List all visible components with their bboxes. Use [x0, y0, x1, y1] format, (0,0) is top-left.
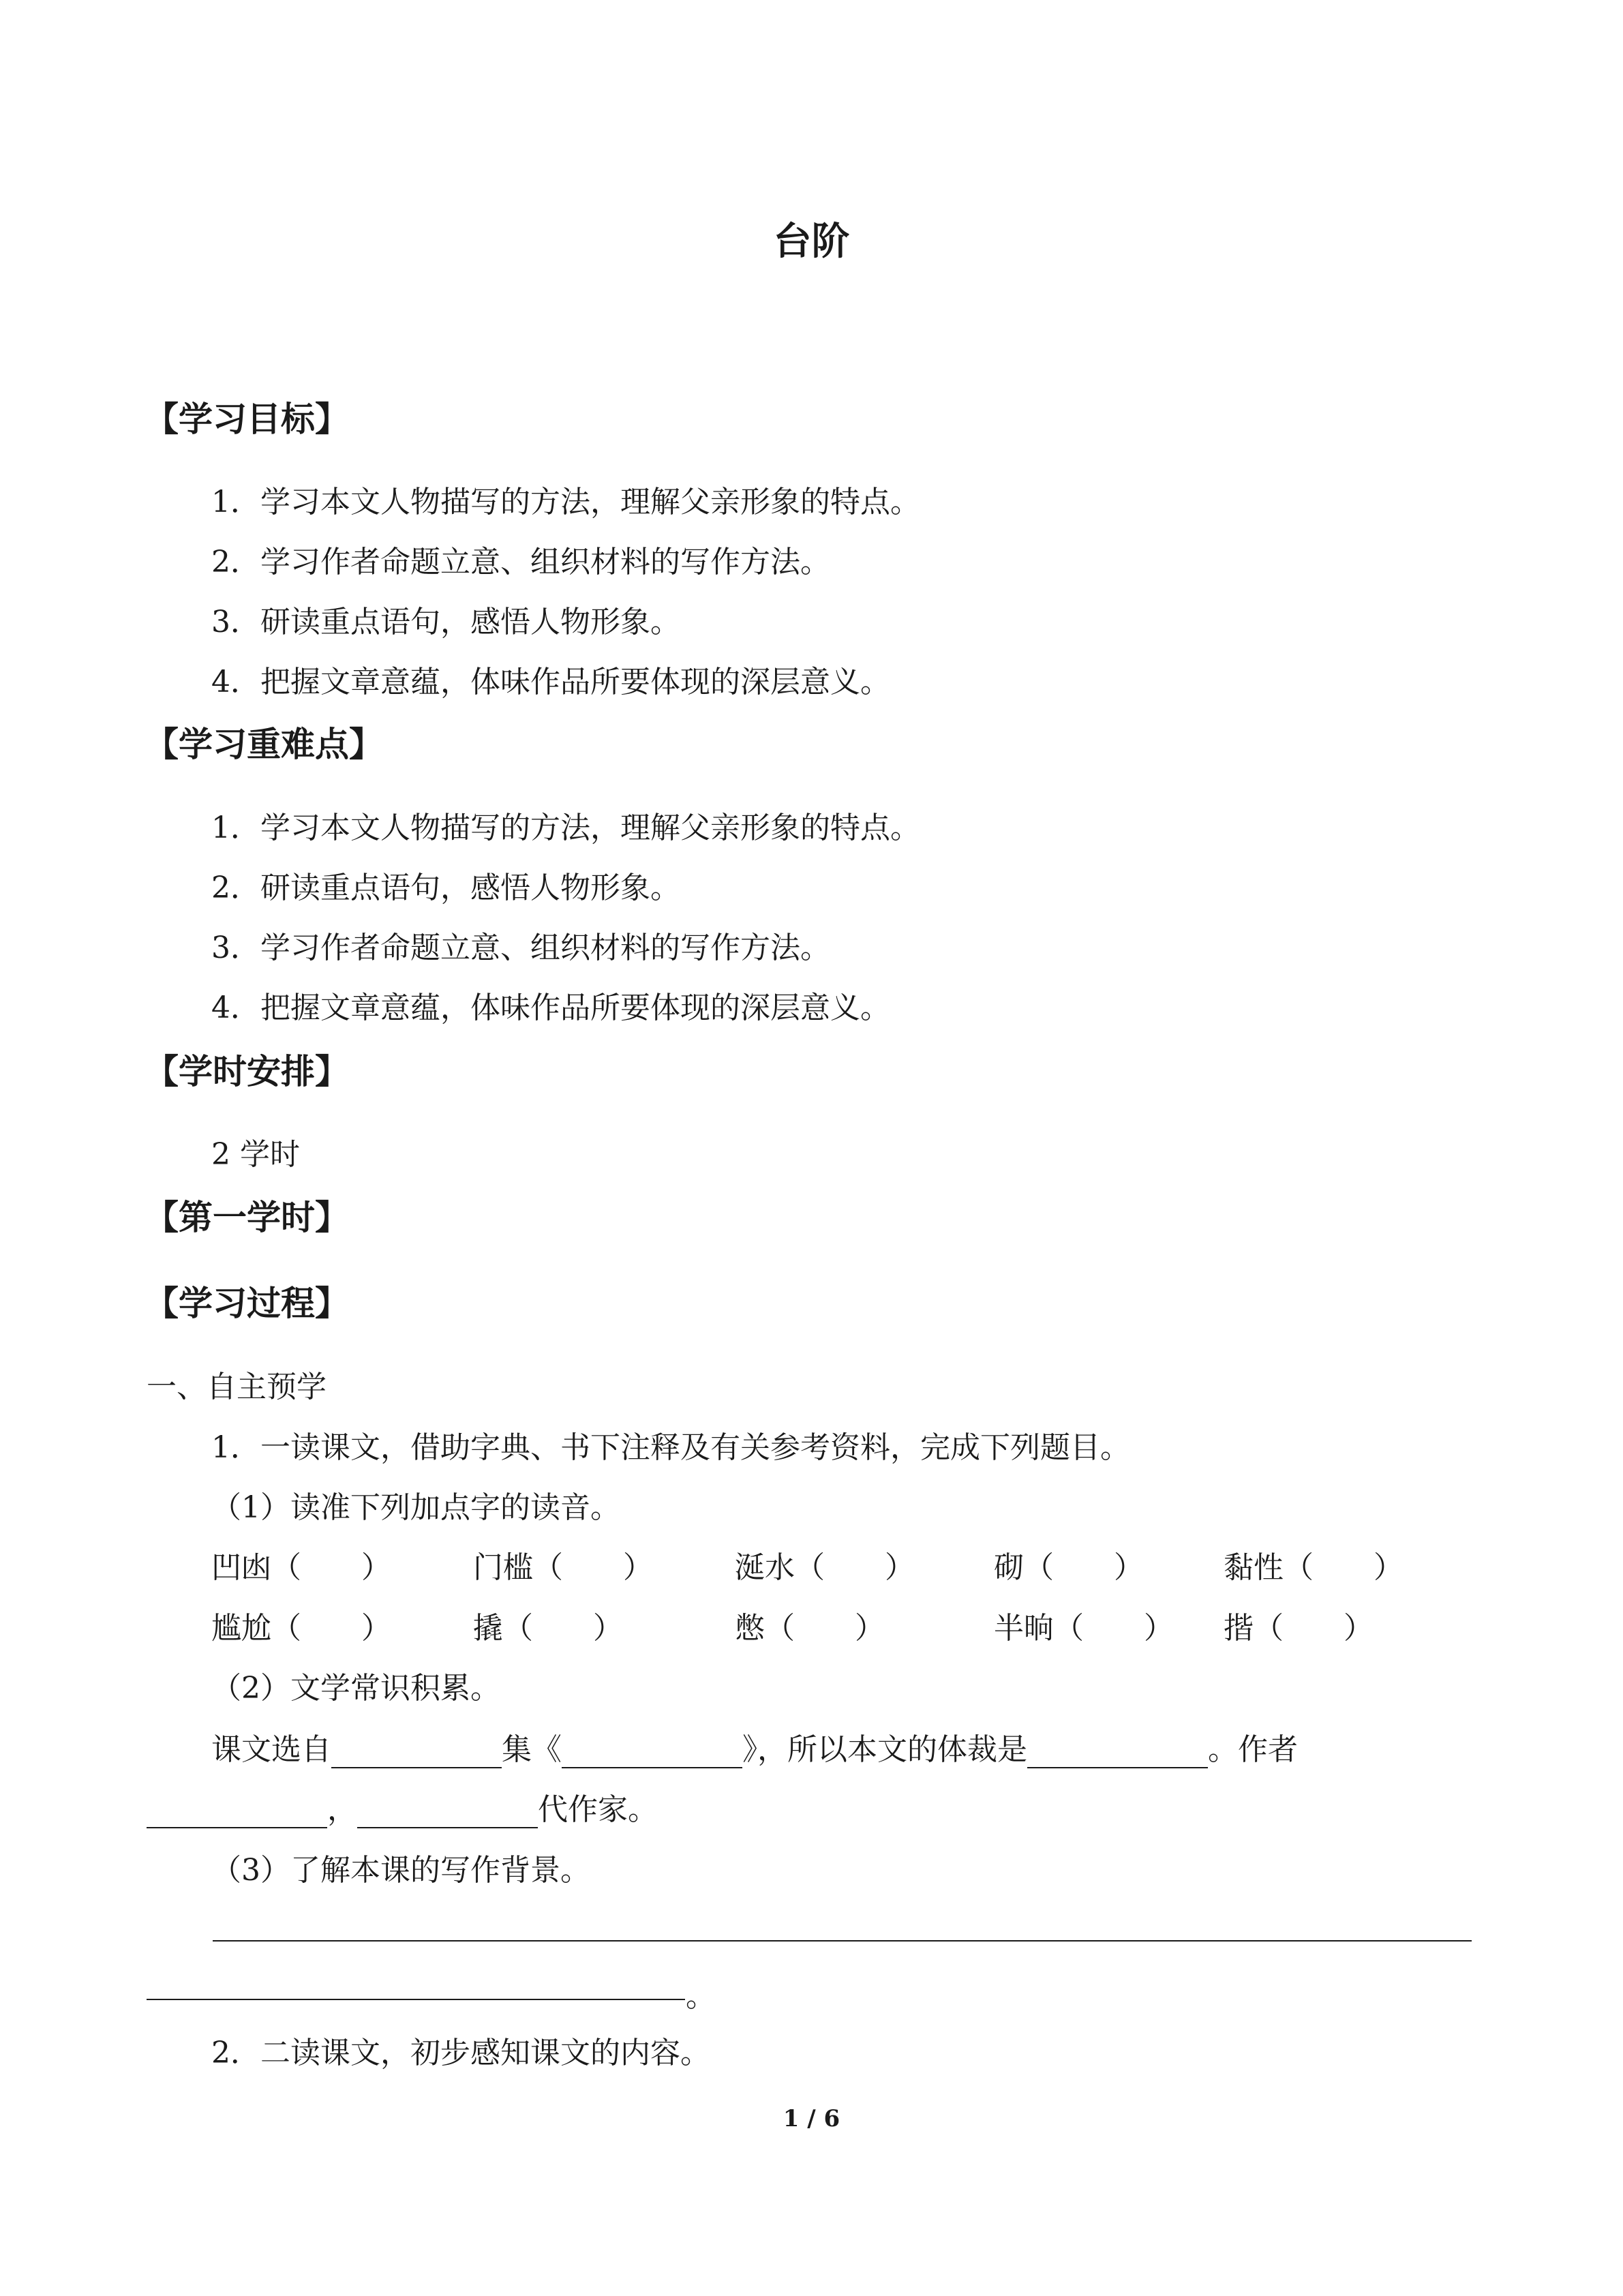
answer-line-end: 。 [686, 1979, 716, 2014]
pinyin-row-1 [211, 1543, 1404, 1586]
pinyin-item: 砌（ ） [994, 1550, 1144, 1585]
pinyin-item: 尴尬（ ） [211, 1611, 391, 1646]
question-1: 1．一读课文，借助字典、书下注释及有关参考资料，完成下列题目。 [211, 1430, 1130, 1465]
answer-blank[interactable] [357, 1797, 538, 1828]
pinyin-item: 揩（ ） [1224, 1611, 1374, 1646]
answer-line[interactable] [147, 1999, 685, 2000]
answer-blank[interactable] [331, 1737, 502, 1768]
pinyin-item: 半晌（ ） [994, 1611, 1174, 1646]
goal-item: 1．学习本文人物描写的方法，理解父亲形象的特点。 [211, 485, 920, 519]
answer-blank[interactable] [562, 1737, 742, 1768]
key-point-item: 4．把握文章意蕴，体味作品所要体现的深层意义。 [211, 991, 890, 1025]
question-1-1: （1）读准下列加点字的读音。 [211, 1490, 620, 1525]
part1-title: 一、自主预学 [147, 1370, 327, 1404]
key-points-heading: 【学习重难点】 [145, 725, 383, 764]
pinyin-item: 撬（ ） [473, 1611, 623, 1646]
pinyin-item: 凹凼（ ） [211, 1550, 391, 1585]
literature-fill-line-1 [211, 1725, 1298, 1768]
goal-item: 4．把握文章意蕴，体味作品所要体现的深层意义。 [211, 665, 890, 699]
question-1-3: （3）了解本课的写作背景。 [211, 1853, 590, 1888]
literature-fill-line-2 [147, 1785, 658, 1828]
goals-heading: 【学习目标】 [145, 399, 349, 439]
pinyin-row-2 [211, 1603, 1374, 1647]
fill-text: 课文选自 [211, 1732, 331, 1767]
pinyin-item: 门槛（ ） [473, 1550, 653, 1585]
schedule-heading: 【学时安排】 [145, 1052, 349, 1091]
key-point-item: 3．学习作者命题立意、组织材料的写作方法。 [211, 931, 830, 965]
key-point-item: 2．研读重点语句，感悟人物形象。 [211, 871, 680, 905]
key-point-item: 1．学习本文人物描写的方法，理解父亲形象的特点。 [211, 811, 920, 845]
document-title: 台阶 [773, 220, 850, 264]
answer-blank[interactable] [1027, 1737, 1208, 1768]
pinyin-item: 涎水（ ） [735, 1550, 915, 1585]
page-number: 1 / 6 [783, 2105, 840, 2132]
fill-text: ， [327, 1792, 357, 1827]
pinyin-item: 憋（ ） [735, 1611, 885, 1646]
question-2: 2．二读课文，初步感知课文的内容。 [211, 2036, 710, 2070]
pinyin-item: 黏性（ ） [1224, 1550, 1404, 1585]
fill-text: 代作家。 [538, 1792, 658, 1827]
question-1-2: （2）文学常识积累。 [211, 1671, 500, 1706]
fill-text: 集《 [502, 1732, 562, 1767]
fill-text: 。作者 [1208, 1732, 1298, 1767]
answer-line[interactable] [213, 1940, 1472, 1942]
goal-item: 2．学习作者命题立意、组织材料的写作方法。 [211, 545, 830, 579]
fill-text: 》，所以本文的体裁是 [742, 1732, 1027, 1767]
schedule-text: 2 学时 [211, 1137, 300, 1172]
process-heading: 【学习过程】 [145, 1284, 349, 1323]
answer-blank[interactable] [147, 1797, 327, 1828]
goal-item: 3．研读重点语句，感悟人物形象。 [211, 605, 680, 639]
first-period-heading: 【第一学时】 [145, 1198, 349, 1237]
